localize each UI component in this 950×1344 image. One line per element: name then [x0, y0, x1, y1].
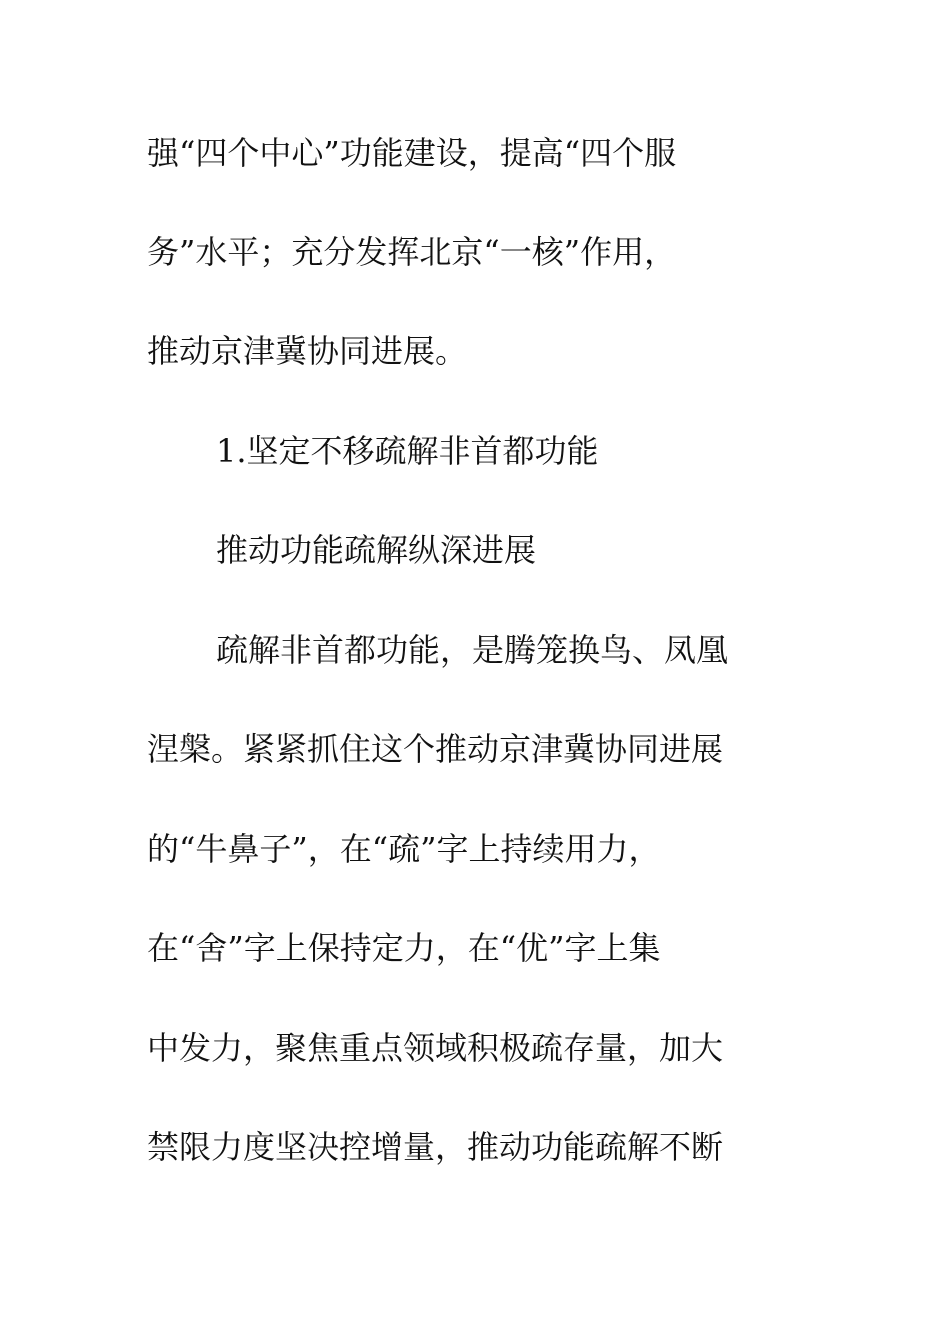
paragraph-line: 的“牛鼻子”，在“疏”字上持续用力， — [147, 830, 661, 868]
paragraph-line: 在“舍”字上保持定力，在“优”字上集 — [147, 929, 661, 967]
paragraph-line: 强“四个中心”功能建设，提高“四个服 — [147, 134, 677, 172]
paragraph-line: 中发力，聚焦重点领域积极疏存量，加大 — [147, 1029, 724, 1067]
section-heading: 1.坚定不移疏解非首都功能 — [216, 432, 599, 470]
paragraph-line: 推动京津冀协同进展。 — [147, 332, 468, 370]
subsection-heading: 推动功能疏解纵深进展 — [216, 531, 537, 569]
paragraph-line: 禁限力度坚决控增量，推动功能疏解不断 — [147, 1128, 724, 1166]
paragraph-line: 务”水平；充分发挥北京“一核”作用， — [147, 233, 677, 271]
paragraph-line: 疏解非首都功能，是腾笼换鸟、凤凰 — [216, 631, 729, 669]
paragraph-line: 涅槃。紧紧抓住这个推动京津冀协同进展 — [147, 730, 724, 768]
